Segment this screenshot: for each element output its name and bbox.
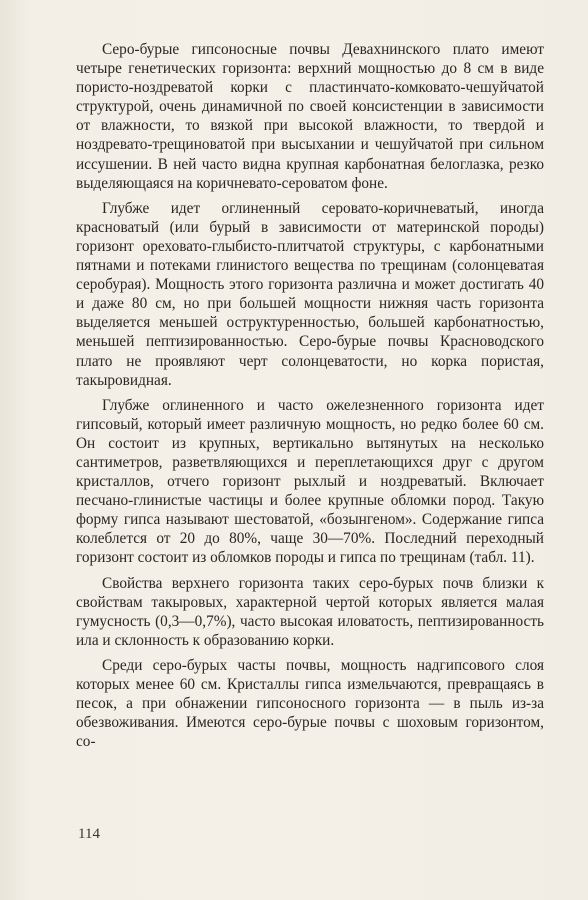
paragraph-4: Свойства верхнего горизонта таких серо-бурых почв близки к свойствам такыровых, характерной чертой которых является малая гумусность (0,3—0,7%), часто высокая иловатость, пептизированность ила и склонность к образованию корки.	[76, 574, 544, 649]
page-number: 114	[78, 826, 100, 842]
body-text	[76, 40, 544, 757]
paragraph-2: Глубже идет оглиненный серовато-коричневатый, иногда красноватый (или бурый в зависимости от материнской породы) горизонт ореховато-глыбисто-плитчатой структуры, с карбонатными пятнами и потеками глинистого вещества по трещинам (солонцеватая серобурая). Мощность этого горизонта различна и может достигать 40 и даже 80 см, но при большей мощности нижняя часть горизонта выделяется меньшей оструктуренностью, большей карбонатностью, меньшей пептизированностью. Серо-бурые почвы Красноводского плато не проявляют черт солонцеватости, но корка пористая, такыровидная.	[76, 199, 544, 389]
paragraph-5: Среди серо-бурых часты почвы, мощность надгипсового слоя которых менее 60 см. Кристаллы гипса измельчаются, превращаясь в песок, а при обнажении гипсоносного горизонта — в пыль из-за обезвоживания. Имеются серо-бурые почвы с шоховым горизонтом, со-	[76, 656, 544, 751]
paragraph-3: Глубже оглиненного и часто ожелезненного горизонта идет гипсовый, который имеет различную мощность, но редко более 60 см. Он состоит из крупных, вертикально вытянутых на несколько сантиметров, разветвляющихся и переплетающихся друг с другом кристаллов, отчего горизонт рыхлый и ноздреватый. Включает песчано-глинистые частицы и более крупные обломки пород. Такую форму гипса называют шестоватой, «бозынгеном». Содержание гипса колеблется от 20 до 80%, чаще 30—70%. Последний переходный горизонт состоит из обломков породы и гипса по трещинам (табл. 11).	[76, 396, 544, 567]
paragraph-1: Серо-бурые гипсоносные почвы Девахнинского плато имеют четыре генетических горизонта: верхний мощностью до 8 см в виде пористо-ноздреватой корки с пластинчато-комковато-чешуйчатой структурой, очень динамичной по своей консистенции в зависимости от влажности, то вязкой при высокой влажности, то твердой и ноздревато-трещиноватой при высыхании и чешуйчатой при сильном иссушении. В ней часто видна крупная карбонатная белоглазка, резко выделяющаяся на коричневато-сероватом фоне.	[76, 41, 544, 192]
